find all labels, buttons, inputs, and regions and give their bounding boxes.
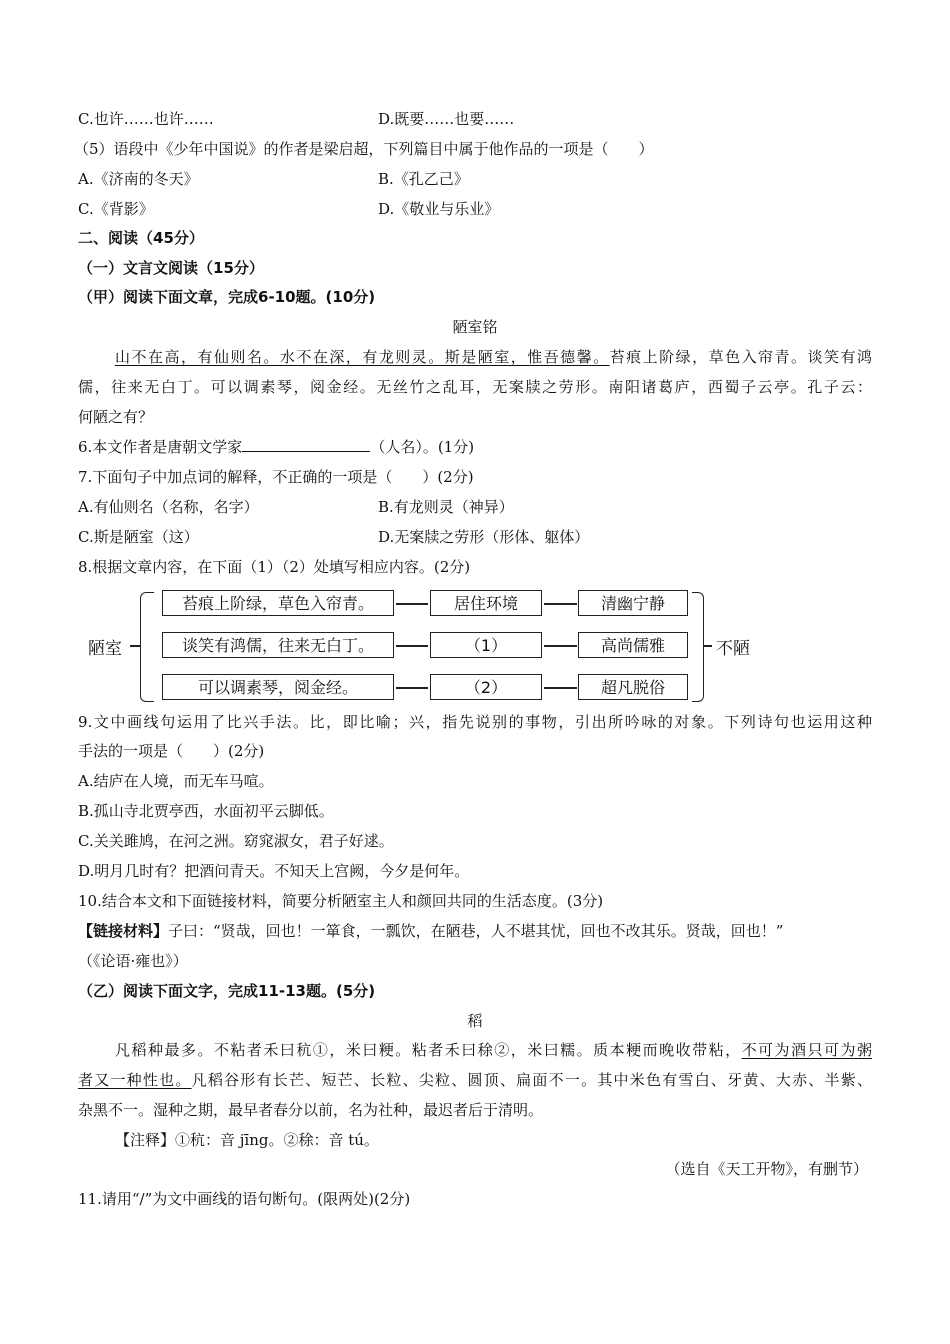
question-9: 9.文中画线句运用了比兴手法。比，即比喻；兴，指先说别的事物，引出所吟咏的对象。下列诗句也运用这种 — [78, 713, 872, 731]
quote-box: 苔痕上阶绿，草色入帘青。 — [162, 590, 394, 616]
q6-text: 6.本文作者是唐朝文学家 — [78, 438, 243, 456]
passage-line — [78, 1070, 872, 1090]
option-b: B.有龙则灵（神异） — [378, 498, 514, 516]
passage-instruction: （甲）阅读下面文章，完成6-10题。(10分) — [78, 288, 376, 306]
passage-line: 杂黑不一。湿种之期，最早者春分以前，名为社种，最迟者后于清明。 — [78, 1101, 544, 1119]
connector — [544, 687, 577, 689]
connector — [396, 687, 428, 689]
quote-box: 谈笑有鸿儒，往来无白丁。 — [162, 632, 394, 658]
option-b: B.孤山寺北贾亭西，水面初平云脚低。 — [78, 802, 334, 820]
subsection-heading: （一）文言文阅读（15分） — [78, 259, 264, 277]
passage-instruction: （乙）阅读下面文字，完成11-13题。(5分) — [78, 982, 376, 1000]
passage-line — [115, 1040, 872, 1060]
quality-box: 清幽宁静 — [578, 590, 688, 616]
underlined-sentence: 不可为酒只可为粥 — [741, 1041, 872, 1059]
right-brace — [692, 592, 704, 702]
option-c: C.斯是陋室（这） — [78, 528, 199, 546]
passage-title: 稻 — [467, 1012, 483, 1030]
quality-box: 超凡脱俗 — [578, 674, 688, 700]
link-text: 子曰：“贤哉，回也！一箪食，一瓢饮，在陋巷，人不堪其忧，回也不改其乐。贤哉，回也！” — [168, 922, 784, 940]
connector — [396, 645, 428, 647]
connector — [130, 645, 140, 647]
option-c: C.关关雎鸠，在河之洲。窈窕淑女，君子好逑。 — [78, 832, 394, 850]
passage-title: 陋室铭 — [452, 318, 498, 336]
diagram-right-label: 不陋 — [716, 639, 750, 659]
annotation: 【注释】①秔：音 jīng。②稌：音 tú。 — [115, 1131, 379, 1149]
question-10: 10.结合本文和下面链接材料，简要分析陋室主人和颜回共同的生活态度。(3分) — [78, 892, 604, 910]
link-material — [78, 921, 783, 941]
question-6 — [78, 437, 474, 457]
passage-line — [115, 347, 872, 367]
link-source: （《论语·雍也》） — [78, 952, 188, 970]
quality-box: 高尚儒雅 — [578, 632, 688, 658]
question-11: 11.请用“/”为文中画线的语句断句。(限两处)(2分) — [78, 1190, 411, 1208]
option-c: C.《背影》 — [78, 200, 154, 218]
aspect-box: 居住环境 — [430, 590, 542, 616]
connector — [544, 645, 577, 647]
passage-line: 儒，往来无白丁。可以调素琴，阅金经。无丝竹之乱耳，无案牍之劳形。南阳诸葛庐，西蜀子云亭。孔子云： — [78, 378, 872, 396]
connector — [544, 603, 577, 605]
option-a: A.结庐在人境，而无车马喧。 — [78, 772, 274, 790]
underlined-sentence: 山不在高，有仙则名。水不在深，有龙则灵。斯是陋室，惟吾德馨。 — [115, 348, 610, 366]
option-b: B.《孔乙己》 — [378, 170, 469, 188]
option-a: A.《济南的冬天》 — [78, 170, 199, 188]
connector — [396, 603, 428, 605]
link-label: 【链接材料】 — [78, 922, 169, 940]
left-brace — [140, 592, 154, 702]
source-citation: （选自《天工开物》，有删节） — [665, 1160, 868, 1178]
question-9-cont: 手法的一项是（ ）(2分) — [78, 742, 265, 760]
quote-box: 可以调素琴，阅金经。 — [162, 674, 394, 700]
aspect-blank-box[interactable]: （2） — [430, 674, 542, 700]
option-d: D.无案牍之劳形（形体、躯体） — [378, 528, 590, 546]
answer-blank[interactable] — [242, 437, 370, 452]
aspect-blank-box[interactable]: （1） — [430, 632, 542, 658]
section-heading: 二、阅读（45分） — [78, 229, 204, 247]
question-5: （5）语段中《少年中国说》的作者是梁启超，下列篇目中属于他作品的一项是（ ） — [74, 140, 654, 158]
q6-text: （人名）。(1分) — [370, 438, 475, 456]
passage-text: 凡稻谷形有长芒、短芒、长粒、尖粒、圆顶、扁面不一。其中米色有雪白、牙黄、大赤、半紫、 — [191, 1071, 872, 1089]
passage-text: 苔痕上阶绿，草色入帘青。谈笑有鸿 — [609, 348, 872, 366]
underlined-sentence: 者又一种性也。 — [78, 1071, 192, 1089]
option-c: C.也许……也许…… — [78, 110, 214, 128]
option-a: A.有仙则名（名称，名字） — [78, 498, 259, 516]
question-7: 7.下面句子中加点词的解释，不正确的一项是（ ）(2分) — [78, 468, 474, 486]
option-d: D.明月几时有？把酒问青天。不知天上宫阙，今夕是何年。 — [78, 862, 470, 880]
option-d: D.《敬业与乐业》 — [378, 200, 500, 218]
passage-line: 何陋之有？ — [78, 408, 154, 426]
question-8: 8.根据文章内容，在下面（1）（2）处填写相应内容。(2分) — [78, 558, 471, 576]
passage-text: 凡稻种最多。不粘者禾曰秔①，米曰粳。粘者禾曰稌②，米曰糯。质本粳而晚收带粘， — [115, 1041, 742, 1059]
diagram-left-label: 陋室 — [88, 639, 122, 659]
option-d: D.既要……也要…… — [378, 110, 515, 128]
connector — [704, 645, 712, 647]
